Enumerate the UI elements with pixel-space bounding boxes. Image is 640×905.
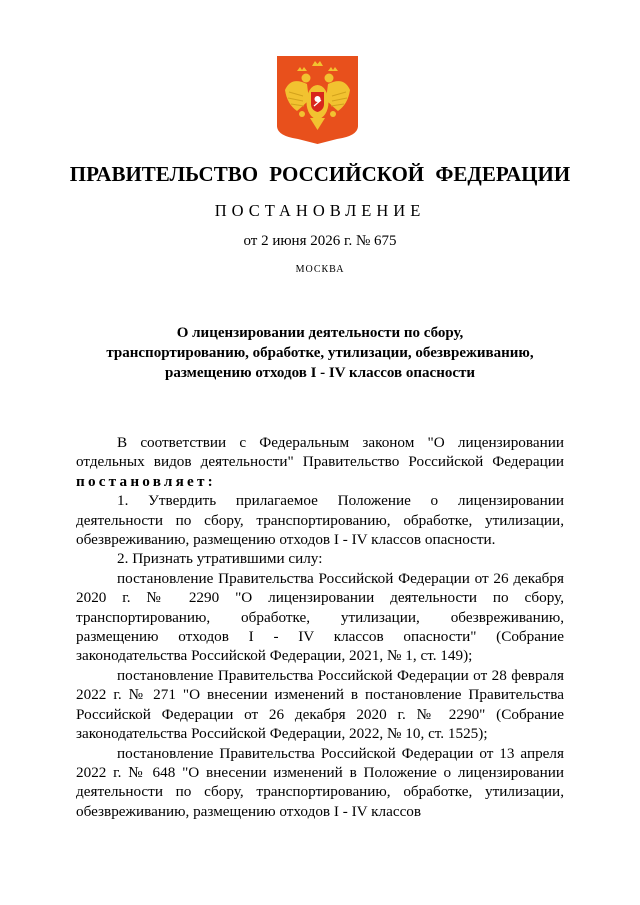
repeal-paragraph-3: постановление Правительства Российской Федерации от 13 апреля 2022 г. № 648 "О внесении изменений в Положение о лицензировании деятельности по сбору, транспортированию, обработке, утилизации, обезвреживанию, размещению отходов I - IV классов: [76, 744, 564, 820]
intro-text: В соответствии с Федеральным законом "О лицензировании отдельных видов деятельности" Правительство Российской Федерации: [76, 434, 564, 471]
intro-paragraph: [76, 433, 564, 491]
coat-of-arms-icon: [277, 56, 358, 144]
heading-line: размещению отходов I - IV классов опасности: [164, 365, 476, 381]
document-type: ПОСТАНОВЛЕНИЕ: [214, 201, 426, 220]
document-city: МОСКВА: [295, 264, 345, 275]
document-body: [76, 433, 564, 821]
government-title: ПРАВИТЕЛЬСТВО РОССИЙСКОЙ ФЕДЕРАЦИИ: [69, 162, 571, 186]
document-date-number: от 2 июня 2026 г. № 675: [243, 233, 397, 249]
repeal-paragraph-1: постановление Правительства Российской Федерации от 26 декабря 2020 г. № 2290 "О лицензировании деятельности по сбору, транспортированию, обработке, утилизации, обезвреживанию, размещению отходов I - IV классов опасности" (Собрание законодательства Российской Федерации, 2021, № 1, ст. 149);: [76, 569, 564, 665]
decree-word: постановляет:: [76, 472, 216, 490]
item-2-paragraph: 2. Признать утратившими силу:: [117, 550, 323, 568]
document-heading: [60, 323, 580, 383]
item-1-paragraph: 1. Утвердить прилагаемое Положение о лицензировании деятельности по сбору, транспортированию, обработке, утилизации, обезвреживанию, размещению отходов I - IV классов опасности.: [76, 492, 564, 549]
heading-line: транспортированию, обработке, утилизации, обезвреживанию,: [106, 345, 534, 361]
heading-line: О лицензировании деятельности по сбору,: [176, 325, 464, 341]
repeal-paragraph-2: постановление Правительства Российской Федерации от 28 февраля 2022 г. № 271 "О внесении изменений в постановление Правительства Российской Федерации от 26 декабря 2020 г. № 2290" (Собрание законодательства Российской Федерации, 2022, № 10, ст. 1525);: [76, 666, 564, 743]
